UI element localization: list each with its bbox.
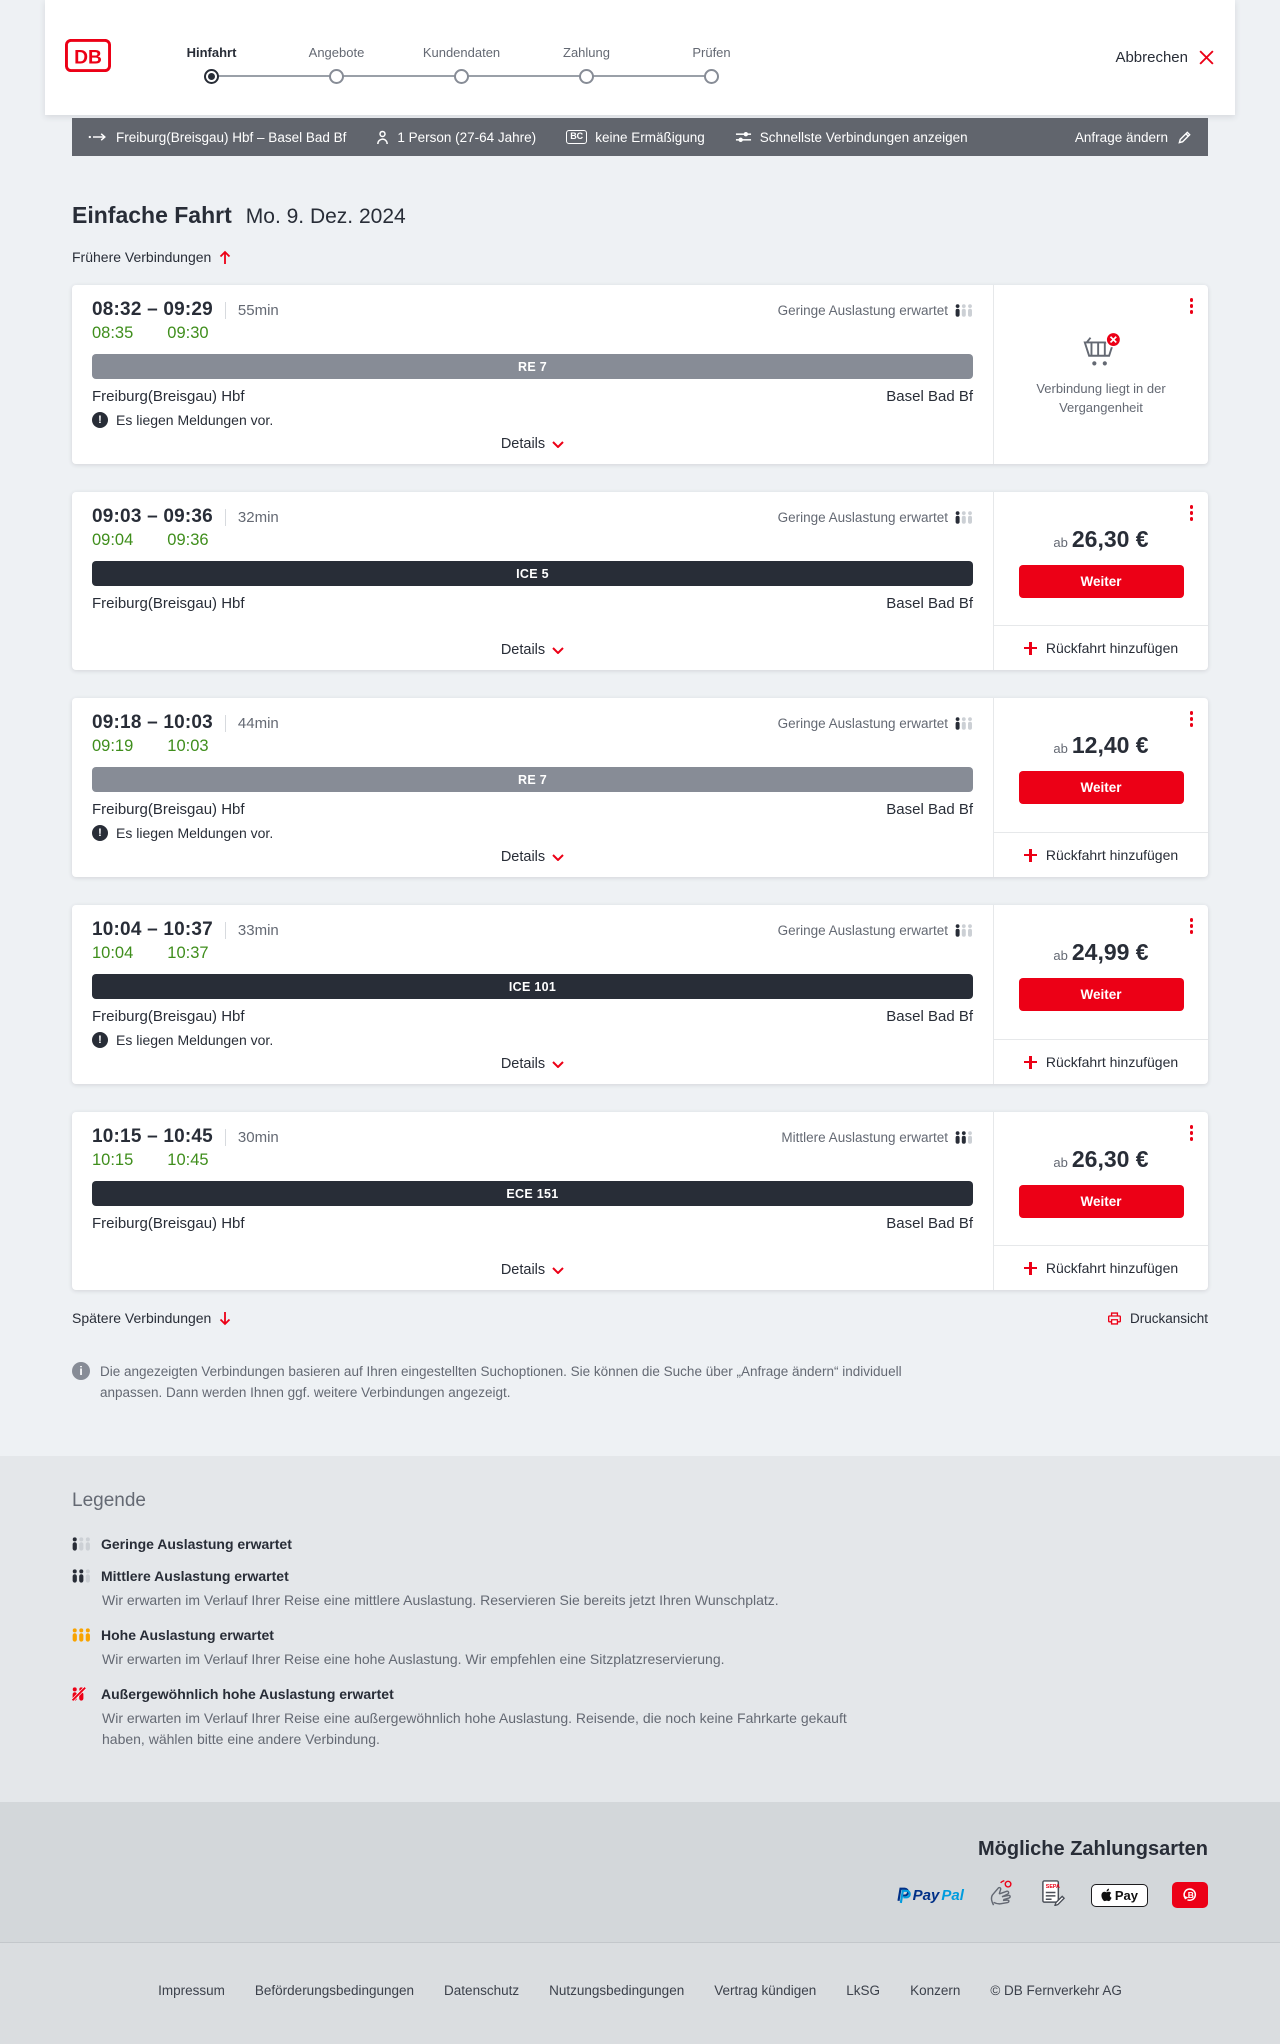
- chevron-down-icon: [552, 441, 564, 448]
- connection-summary: [72, 1112, 993, 1290]
- copyright-label: © DB Fernverkehr AG: [990, 1983, 1122, 1998]
- continue-button[interactable]: Weiter: [1019, 978, 1184, 1011]
- details-toggle[interactable]: [501, 634, 564, 658]
- realtime-departure: 09:19: [92, 737, 134, 755]
- legend-item-title: Außergewöhnlich hohe Auslastung erwartet: [101, 1685, 394, 1702]
- train-label: ECE 151: [506, 1186, 559, 1201]
- price-prefix: ab: [1053, 948, 1068, 963]
- connection-summary: [72, 492, 993, 670]
- payment-methods-section: [0, 1802, 1280, 1942]
- train-label: RE 7: [518, 772, 547, 787]
- duration: 32min: [225, 509, 279, 526]
- train-label: ICE 5: [516, 566, 549, 581]
- messages-row: [92, 825, 973, 841]
- footer-link-impressum[interactable]: Impressum: [158, 1983, 225, 1998]
- legend-item-very-high: [72, 1686, 1208, 1750]
- time-range: 10:04 – 10:37: [92, 919, 213, 940]
- legend-item-low: [72, 1536, 1208, 1552]
- continue-button[interactable]: Weiter: [1019, 1185, 1184, 1218]
- summary-discount: [566, 130, 705, 145]
- add-return-button[interactable]: [994, 832, 1208, 877]
- cash-payment-icon: [988, 1879, 1016, 1912]
- cancel-label: Abbrechen: [1115, 49, 1188, 66]
- occupancy-indicator: [778, 303, 973, 318]
- continue-button[interactable]: Weiter: [1019, 565, 1184, 598]
- occupancy-low-icon: [955, 511, 973, 524]
- price: [1008, 1146, 1194, 1173]
- details-label: Details: [500, 436, 546, 452]
- legend-item-title: Hohe Auslastung erwartet: [101, 1626, 274, 1643]
- arrival-station: Basel Bad Bf: [886, 1008, 973, 1025]
- chevron-down-icon: [552, 647, 564, 654]
- past-connection-panel: [994, 285, 1208, 464]
- step-dot: [579, 69, 594, 84]
- details-label: Details: [500, 849, 546, 865]
- add-return-label: Rückfahrt hinzufügen: [1045, 1054, 1179, 1070]
- db-logo-text: DB: [74, 46, 102, 68]
- sepa-direct-debit-icon: [1040, 1879, 1067, 1911]
- train-segment-bar: [92, 354, 973, 379]
- legend-item-title: Geringe Auslastung erwartet: [101, 1535, 292, 1552]
- connection-action-panel: [993, 285, 1208, 464]
- bahncard-icon: BC: [566, 130, 587, 144]
- departure-station: Freiburg(Breisgau) Hbf: [92, 801, 245, 818]
- duration: 55min: [225, 302, 279, 319]
- chevron-down-icon: [552, 1061, 564, 1068]
- train-label: ICE 101: [508, 979, 557, 994]
- printer-icon: [1107, 1311, 1122, 1326]
- occupancy-medium-icon: [955, 1131, 973, 1144]
- details-toggle[interactable]: [501, 1254, 564, 1278]
- travel-date-label: Mo. 9. Dez. 2024: [245, 205, 406, 228]
- legend-heading: Legende: [72, 1489, 146, 1511]
- past-connection-note: Verbindung liegt in der Vergangenheit: [1036, 381, 1166, 415]
- train-segment-bar: [92, 1181, 973, 1206]
- departure-station: Freiburg(Breisgau) Hbf: [92, 1215, 245, 1232]
- messages-row: [92, 1032, 973, 1048]
- plus-icon: [1024, 1056, 1037, 1069]
- realtime-arrival: 10:37: [167, 944, 209, 962]
- connection-action-panel: [993, 905, 1208, 1084]
- summary-route-label: Freiburg(Breisgau) Hbf – Basel Bad Bf: [116, 129, 347, 145]
- details-toggle[interactable]: [501, 841, 564, 865]
- realtime-arrival: 09:30: [167, 324, 209, 342]
- page-footer: [0, 1942, 1280, 2044]
- close-icon: [1198, 49, 1215, 66]
- occupancy-indicator: [781, 1130, 973, 1145]
- footer-link-lksg[interactable]: LkSG: [846, 1983, 881, 1998]
- occupancy-low-icon: [955, 304, 973, 317]
- occupancy-very-high-icon: [72, 1687, 91, 1701]
- messages-label: Es liegen Meldungen vor.: [116, 1032, 274, 1048]
- plus-icon: [1024, 849, 1037, 862]
- messages-label: Es liegen Meldungen vor.: [116, 412, 274, 428]
- occupancy-label: Mittlere Auslastung erwartet: [781, 1130, 948, 1145]
- realtime-arrival: 09:36: [167, 531, 209, 549]
- messages-row: [92, 412, 973, 428]
- search-options-note-text: Die angezeigten Verbindungen basieren auf Ihren eingestellten Suchoptionen. Sie können die Suche über „Anfrage ändern“ individuell anpassen. Dann werden Ihnen ggf. weitere Verbindungen angezeigt.: [100, 1364, 902, 1400]
- add-return-button[interactable]: [994, 625, 1208, 670]
- chevron-down-icon: [552, 854, 564, 861]
- print-view-label: Druckansicht: [1129, 1310, 1208, 1326]
- footer-link-konzern[interactable]: Konzern: [910, 1983, 961, 1998]
- connection-card: [72, 698, 1208, 877]
- person-icon: [376, 130, 389, 145]
- connection-summary: [72, 905, 993, 1084]
- departure-station: Freiburg(Breisgau) Hbf: [92, 595, 245, 612]
- occupancy-low-icon: [955, 924, 973, 937]
- cart-unavailable-icon: [1079, 331, 1123, 371]
- arrow-down-icon: [219, 1311, 231, 1326]
- add-return-label: Rückfahrt hinzufügen: [1045, 640, 1179, 656]
- occupancy-medium-icon: [72, 1569, 91, 1583]
- search-summary-bar: [72, 118, 1208, 156]
- train-segment-bar: [92, 767, 973, 792]
- summary-route: [88, 130, 346, 145]
- legend-item-medium: [72, 1568, 1208, 1611]
- occupancy-low-icon: [955, 717, 973, 730]
- departure-station: Freiburg(Breisgau) Hbf: [92, 1008, 245, 1025]
- plus-icon: [1024, 642, 1037, 655]
- connection-card: [72, 905, 1208, 1084]
- occupancy-label: Geringe Auslastung erwartet: [777, 510, 948, 525]
- train-segment-bar: [92, 561, 973, 586]
- step-pruefen: Prüfen: [649, 45, 774, 84]
- details-label: Details: [500, 1262, 546, 1278]
- occupancy-label: Geringe Auslastung erwartet: [777, 923, 948, 938]
- step-dot: [329, 69, 344, 84]
- connection-summary: [72, 285, 993, 464]
- page-title: [72, 202, 1208, 229]
- legend-item-title: Mittlere Auslastung erwartet: [101, 1567, 289, 1584]
- price-prefix: ab: [1053, 741, 1068, 756]
- db-logo: [65, 39, 111, 77]
- details-toggle[interactable]: [501, 428, 564, 452]
- occupancy-indicator: [778, 510, 973, 525]
- paypal-icon: Pay Pal: [896, 1886, 964, 1904]
- occupancy-label: Geringe Auslastung erwartet: [777, 303, 948, 318]
- connection-options-kebab[interactable]: [1188, 1123, 1196, 1143]
- add-return-label: Rückfahrt hinzufügen: [1045, 1260, 1179, 1276]
- connection-card: [72, 285, 1208, 464]
- connection-options-kebab[interactable]: [1188, 709, 1196, 729]
- connection-card: [72, 1112, 1208, 1290]
- alert-icon: !: [92, 1032, 108, 1048]
- price-prefix: ab: [1053, 1155, 1068, 1170]
- connection-card: [72, 492, 1208, 670]
- occupancy-low-icon: [72, 1537, 91, 1551]
- details-label: Details: [500, 642, 546, 658]
- connection-options-kebab[interactable]: [1188, 916, 1196, 936]
- continue-button[interactable]: Weiter: [1019, 771, 1184, 804]
- step-hinfahrt: Hinfahrt: [149, 45, 274, 84]
- alert-icon: !: [92, 825, 108, 841]
- chevron-down-icon: [552, 1267, 564, 1274]
- train-segment-bar: [92, 974, 973, 999]
- results-main: [0, 156, 1280, 1404]
- svg-text:B: B: [1187, 1890, 1194, 1901]
- payment-methods-heading: Mögliche Zahlungsarten: [977, 1837, 1208, 1860]
- print-view-button[interactable]: [1107, 1311, 1208, 1326]
- arrival-station: Basel Bad Bf: [886, 388, 973, 405]
- price: [1008, 939, 1194, 966]
- add-return-button[interactable]: [994, 1039, 1208, 1084]
- duration: 33min: [225, 922, 279, 939]
- legend-item-description: Wir erwarten im Verlauf Ihrer Reise eine außergewöhnlich hohe Auslastung. Reisende, die noch keine Fahrkarte gekauft haben, wählen bitte eine andere Verbindung.: [102, 1709, 847, 1747]
- price-value: 24,99 €: [1071, 939, 1149, 965]
- apple-pay-icon: Pay: [1091, 1884, 1148, 1907]
- footer-link-datenschutz[interactable]: Datenschutz: [444, 1983, 520, 1998]
- step-zahlung: Zahlung: [524, 45, 649, 84]
- earlier-connections-label: Frühere Verbindungen: [72, 249, 212, 265]
- duration: 30min: [225, 1129, 279, 1146]
- info-icon: i: [72, 1362, 90, 1380]
- time-range: 08:32 – 09:29: [92, 299, 213, 320]
- add-return-label: Rückfahrt hinzufügen: [1045, 847, 1179, 863]
- train-label: RE 7: [518, 359, 547, 374]
- occupancy-label: Geringe Auslastung erwartet: [777, 716, 948, 731]
- search-options-note: [72, 1362, 912, 1404]
- alert-icon: !: [92, 412, 108, 428]
- realtime-departure: 10:04: [92, 944, 134, 962]
- footer-link-nutzungsbedingungen[interactable]: Nutzungsbedingungen: [549, 1983, 685, 1998]
- one-way-arrow-icon: [88, 132, 108, 142]
- footer-link-befoerderungsbedingungen[interactable]: Beförderungsbedingungen: [254, 1983, 415, 1998]
- time-range: 09:03 – 09:36: [92, 506, 213, 527]
- connection-action-panel: [993, 1112, 1208, 1290]
- progress-steps: [149, 31, 774, 84]
- footer-link-vertrag-kuendigen[interactable]: Vertrag kündigen: [714, 1983, 817, 1998]
- cancel-button[interactable]: [1115, 49, 1215, 66]
- change-request-button[interactable]: [1075, 130, 1192, 145]
- details-toggle[interactable]: [501, 1048, 564, 1072]
- connection-options-kebab[interactable]: [1188, 296, 1196, 316]
- realtime-arrival: 10:45: [167, 1151, 209, 1169]
- messages-label: Es liegen Meldungen vor.: [116, 825, 274, 841]
- arrival-station: Basel Bad Bf: [886, 595, 973, 612]
- step-dot-active: [204, 69, 219, 84]
- occupancy-high-icon: [72, 1628, 91, 1642]
- legend-item-description: Wir erwarten im Verlauf Ihrer Reise eine mittlere Auslastung. Reservieren Sie bereits jetzt Ihren Wunschplatz.: [102, 1591, 779, 1608]
- price-prefix: ab: [1053, 535, 1068, 550]
- realtime-departure: 09:04: [92, 531, 134, 549]
- arrow-up-icon: [219, 250, 231, 265]
- duration: 44min: [225, 715, 279, 732]
- price: [1008, 732, 1194, 759]
- sliders-icon: [735, 130, 752, 144]
- realtime-arrival: 10:03: [167, 737, 209, 755]
- pencil-icon: [1177, 130, 1192, 145]
- change-request-label: Anfrage ändern: [1074, 129, 1168, 145]
- departure-station: Freiburg(Breisgau) Hbf: [92, 388, 245, 405]
- connection-action-panel: [993, 698, 1208, 877]
- price: [1008, 526, 1194, 553]
- step-dot: [704, 69, 719, 84]
- step-kundendaten: Kundendaten: [399, 45, 524, 84]
- price-value: 26,30 €: [1071, 526, 1149, 552]
- legend-item-description: Wir erwarten im Verlauf Ihrer Reise eine hohe Auslastung. Wir empfehlen eine Sitzplatzreservierung.: [102, 1650, 725, 1667]
- realtime-departure: 10:15: [92, 1151, 134, 1169]
- later-connections-label: Spätere Verbindungen: [72, 1310, 212, 1326]
- details-label: Details: [500, 1056, 546, 1072]
- connection-summary: [72, 698, 993, 877]
- fastest-connections-label: Schnellste Verbindungen anzeigen: [759, 129, 968, 145]
- connection-action-panel: [993, 492, 1208, 670]
- price-value: 26,30 €: [1071, 1146, 1149, 1172]
- bahnbonus-icon: [1172, 1882, 1208, 1908]
- arrival-station: Basel Bad Bf: [886, 801, 973, 818]
- earlier-connections-link[interactable]: [72, 249, 231, 265]
- svg-text:SEPA: SEPA: [1045, 1884, 1060, 1891]
- summary-discount-label: keine Ermäßigung: [595, 129, 705, 145]
- plus-icon: [1024, 1262, 1037, 1275]
- trip-type-label: Einfache Fahrt: [72, 202, 232, 228]
- occupancy-indicator: [778, 716, 973, 731]
- price-value: 12,40 €: [1071, 732, 1149, 758]
- legend-item-high: [72, 1627, 1208, 1670]
- step-angebote: Angebote: [274, 45, 399, 84]
- add-return-button[interactable]: [994, 1245, 1208, 1290]
- time-range: 09:18 – 10:03: [92, 712, 213, 733]
- step-dot: [454, 69, 469, 84]
- summary-passengers: [376, 130, 536, 145]
- summary-passengers-label: 1 Person (27-64 Jahre): [397, 129, 537, 145]
- realtime-departure: 08:35: [92, 324, 134, 342]
- occupancy-indicator: [778, 923, 973, 938]
- legend-section: [0, 1456, 1280, 1802]
- arrival-station: Basel Bad Bf: [886, 1215, 973, 1232]
- connection-options-kebab[interactable]: [1188, 503, 1196, 523]
- time-range: 10:15 – 10:45: [92, 1126, 213, 1147]
- later-connections-link[interactable]: [72, 1310, 231, 1326]
- fastest-connections-toggle[interactable]: [735, 130, 968, 145]
- top-header: [45, 0, 1235, 115]
